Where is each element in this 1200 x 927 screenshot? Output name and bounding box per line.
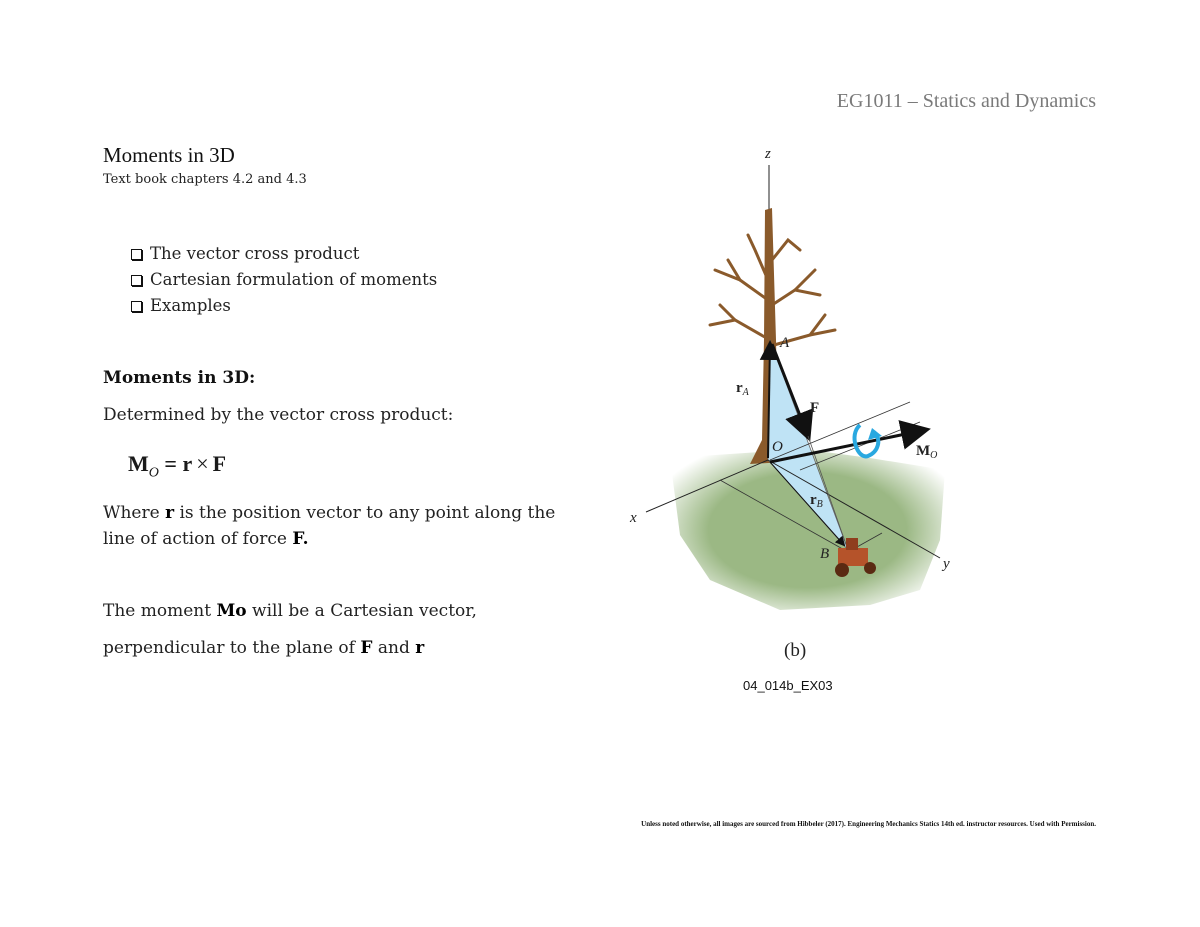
topic-item: Examples (131, 293, 437, 319)
paragraph-moment-vector: The moment Mo will be a Cartesian vector, (103, 601, 477, 621)
paragraph-definition: Determined by the vector cross product: (103, 405, 454, 425)
checkbox-icon (131, 301, 142, 312)
checkbox-icon (131, 275, 142, 286)
figure-code: 04_014b_EX03 (743, 678, 833, 693)
point-B-label: B (820, 546, 830, 562)
course-header: EG1011 – Statics and Dynamics (836, 90, 1096, 112)
paragraph-position-vector: Where r is the position vector to any point along the line of action of force F. (103, 503, 556, 549)
section-heading: Moments in 3D: (103, 368, 256, 388)
point-O-label: O (772, 439, 783, 455)
page-title: Moments in 3D (103, 143, 235, 167)
topic-item: The vector cross product (131, 241, 437, 267)
paragraph-perpendicular: perpendicular to the plane of F and r (103, 638, 425, 658)
axis-y-label: y (943, 556, 950, 572)
checkbox-icon (131, 249, 142, 260)
topic-item: Cartesian formulation of moments (131, 267, 437, 293)
figure-caption: (b) (784, 640, 807, 661)
cross-product-formula: $M_O = r \times F$ (128, 451, 227, 481)
rA-label: $r_A$ (736, 380, 749, 398)
image-credit-footnote: Unless noted otherwise, all images are sourced from Hibbeler (2017). Engineering Mechanics Statics 14th ed. instructor resources. Used with Permission. (641, 820, 1096, 828)
tree-moment-figure (620, 140, 960, 700)
axis-z-label: z (765, 146, 771, 162)
page-subtitle: Text book chapters 4.2 and 4.3 (103, 172, 307, 187)
axis-x-label: x (630, 510, 637, 526)
force-label: F (810, 400, 820, 416)
moment-label: $M_O$ (916, 443, 938, 461)
topic-list (131, 241, 437, 319)
rB-label: $r_B$ (810, 492, 823, 510)
point-A-label: A (780, 335, 790, 351)
